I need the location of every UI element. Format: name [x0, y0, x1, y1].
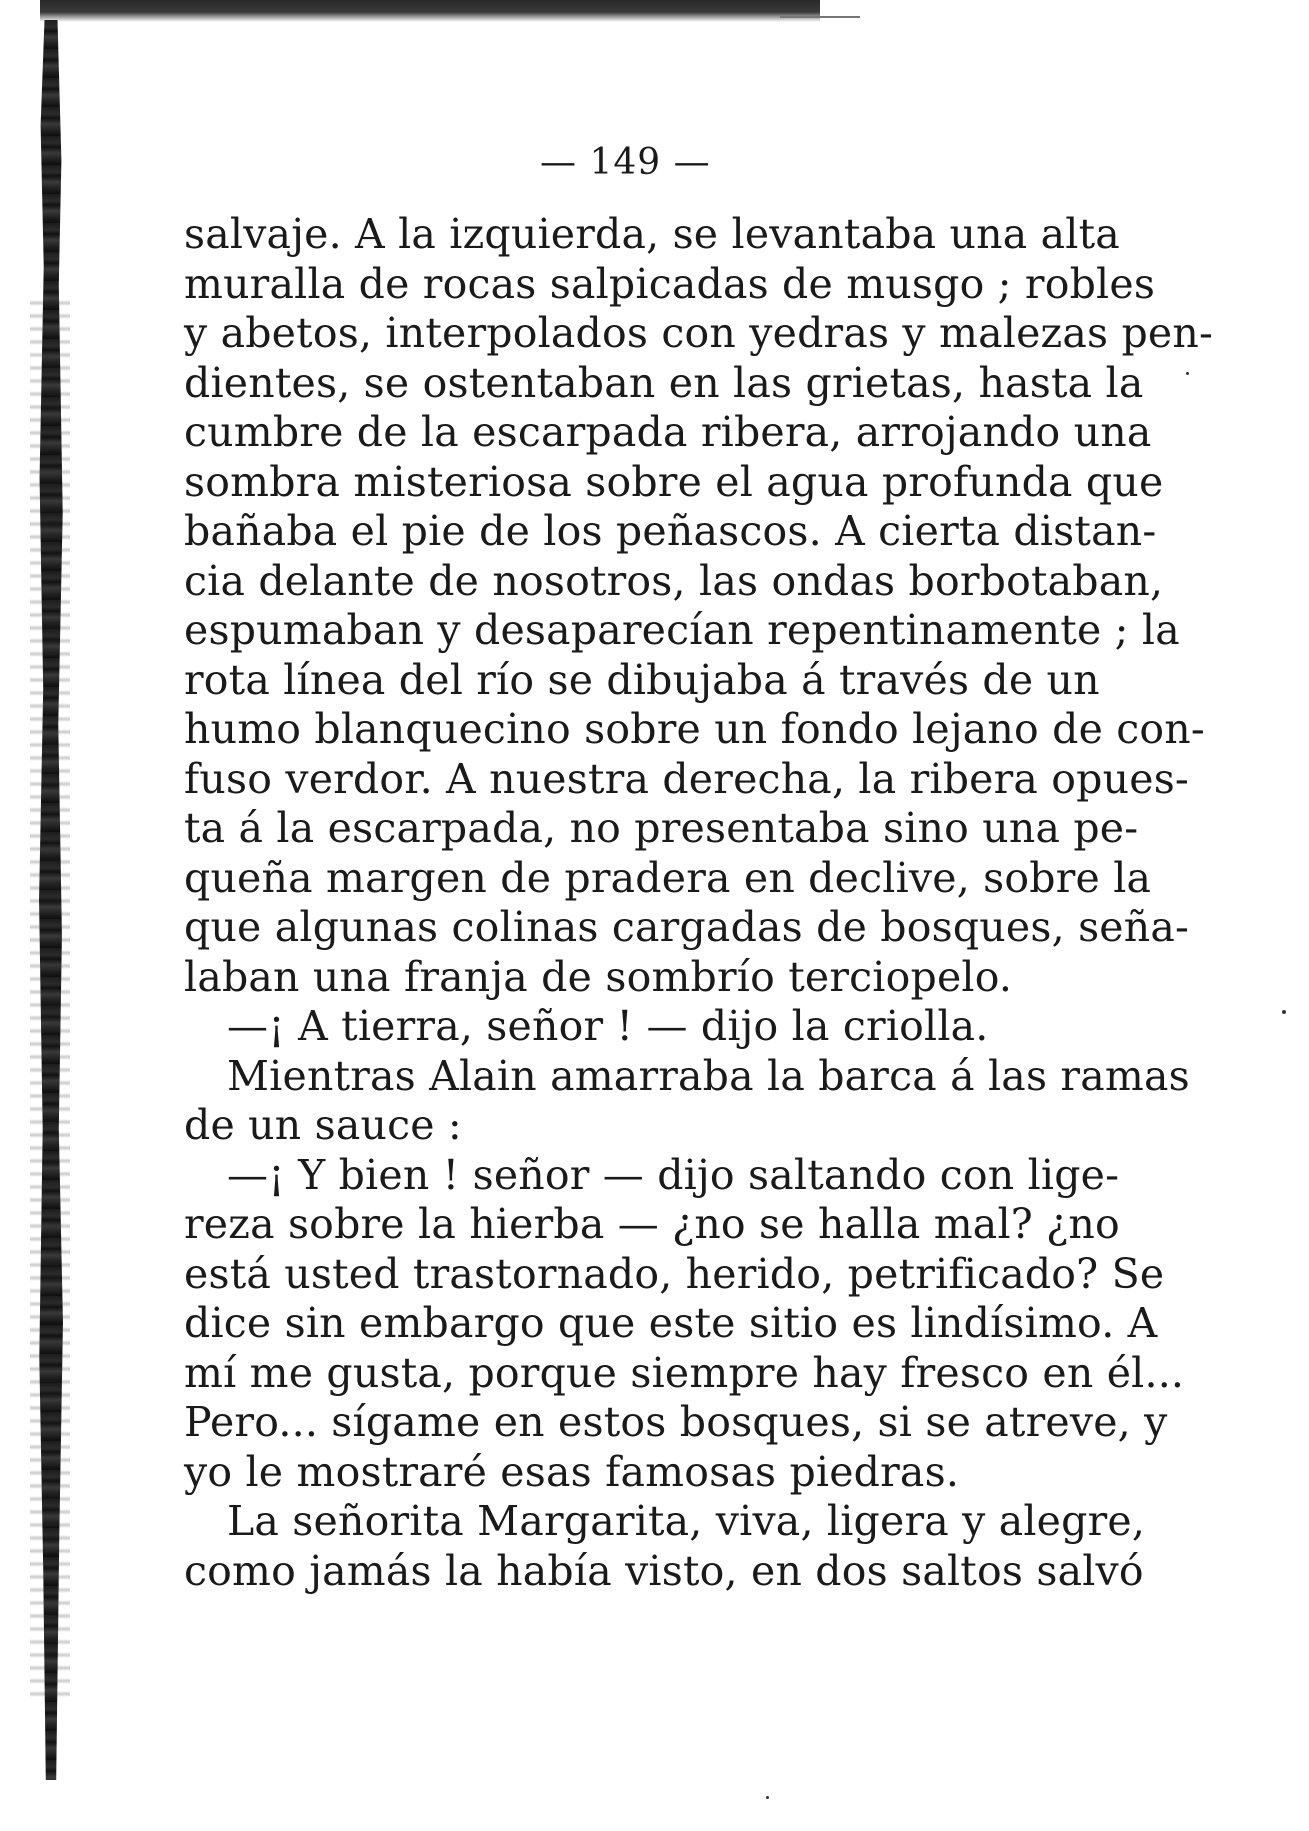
text-line: —¡ Y bien ! señor — dijo saltando con lige- — [227, 1150, 1120, 1199]
text-line: dientes, se ostentaban en las grietas, hasta la — [184, 358, 1144, 407]
page-number: — 149 — — [540, 142, 711, 183]
text-line: sombra misteriosa sobre el agua profunda que — [184, 457, 1164, 506]
text-line: La señorita Margarita, viva, ligera y alegre, — [227, 1497, 1146, 1545]
text-line: bañaba el pie de los peñascos. A cierta distan- — [184, 507, 1157, 555]
text-line: cumbre de la escarpada ribera, arrojando una — [184, 408, 1152, 456]
text-line: espumaban y desaparecían repentinamente ; la — [184, 606, 1180, 654]
text-line: humo blanquecino sobre un fondo lejano de con- — [184, 705, 1205, 753]
text-line: queña margen de pradera en declive, sobre la — [184, 853, 1152, 902]
scan-binding-fringe — [30, 300, 70, 1700]
text-line: está usted trastornado, herido, petrificado? Se — [184, 1249, 1165, 1298]
scan-top-edge-shadow — [40, 0, 820, 22]
text-line: rota línea del río se dibujaba á través de un — [184, 655, 1100, 704]
text-line: y abetos, interpolados con yedras y malezas pen- — [184, 309, 1214, 357]
text-line: muralla de rocas salpicadas de musgo ; robles — [184, 259, 1156, 308]
text-line: como jamás la había visto, en dos saltos salvó — [184, 1546, 1144, 1595]
text-line: yo le mostraré esas famosas piedras. — [184, 1447, 960, 1496]
scan-speck — [1186, 372, 1189, 375]
text-line: mí me gusta, porque siempre hay fresco en él... — [184, 1348, 1185, 1397]
scan-speck — [766, 1796, 769, 1799]
text-line: Pero... sígame en estos bosques, si se atreve, y — [184, 1398, 1168, 1446]
text-line: ta á la escarpada, no presentaba sino una pe- — [184, 804, 1139, 852]
text-line: fuso verdor. A nuestra derecha, la ribera opues- — [184, 754, 1189, 803]
text-line: laban una franja de sombrío terciopelo. — [184, 952, 1013, 1001]
text-line: —¡ A tierra, señor ! — dijo la criolla. — [227, 1002, 989, 1050]
text-line: cia delante de nosotros, las ondas borbotaban, — [184, 556, 1164, 605]
text-line: de un sauce : — [184, 1101, 462, 1149]
text-line: que algunas colinas cargadas de bosques, seña- — [184, 903, 1190, 951]
text-line: dice sin embargo que este sitio es lindísimo. A — [184, 1299, 1158, 1347]
text-line: Mientras Alain amarraba la barca á las ramas — [227, 1051, 1190, 1100]
scan-speck — [1282, 1010, 1286, 1014]
text-line: reza sobre la hierba — ¿no se halla mal? ¿no — [184, 1200, 1120, 1248]
text-line: salvaje. A la izquierda, se levantaba una alta — [184, 210, 1120, 258]
body-text — [184, 210, 1214, 1596]
